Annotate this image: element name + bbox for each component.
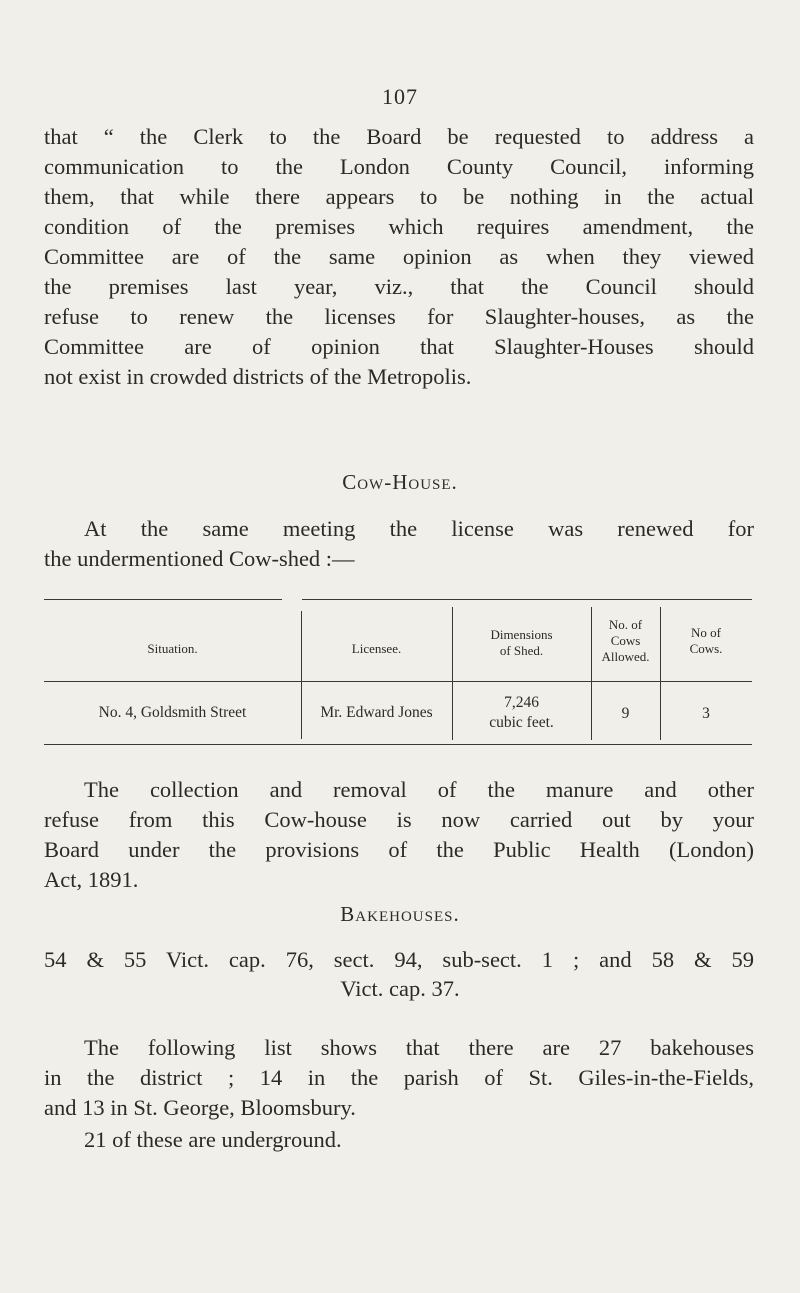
header-line: Dimensions [490, 627, 553, 642]
table-rule [44, 681, 752, 682]
text-line: that “ the Clerk to the Board be requested to address a [44, 124, 754, 149]
text-line: refuse from this Cow-house is now carried out by your [44, 807, 754, 832]
header-line: Cows [610, 633, 641, 648]
paragraph-bakehouse-list [44, 1033, 754, 1123]
text-line: communication to the London County Council, informing [44, 154, 754, 179]
text-line: condition of the premises which requires amendment, the [44, 214, 754, 239]
text-line: Committee are of the same opinion as when they viewed [44, 244, 754, 269]
table-rule [44, 599, 282, 600]
paragraph-manure-collection [44, 775, 754, 895]
column-header-no-of-cows [660, 625, 752, 657]
text-line: in the district ; 14 in the parish of St. Giles-in-the-Fields, [44, 1065, 754, 1090]
section-heading-bakehouses [0, 902, 800, 927]
text-line: them, that while there appears to be nothing in the actual [44, 184, 754, 209]
column-header-cows-allowed [591, 617, 660, 665]
heading-text: Cow-House. [342, 470, 458, 494]
text-line: the undermentioned Cow-shed :— [44, 546, 355, 571]
paragraph-board-resolution [44, 122, 754, 392]
header-line: Cows. [689, 641, 723, 656]
column-header-licensee: Licensee. [351, 641, 402, 656]
text-line: At the same meeting the license was renewed for [84, 516, 754, 541]
header-line: Allowed. [601, 649, 650, 664]
header-line: No of [691, 625, 721, 640]
text-line: not exist in crowded districts of the Metropolis. [44, 364, 472, 389]
heading-text: Bakehouses. [340, 902, 460, 926]
cell-cows-allowed: 9 [621, 705, 630, 722]
text-line: Committee are of opinion that Slaughter-Houses should [44, 334, 754, 359]
cell-line: cubic feet. [489, 714, 554, 731]
cow-shed-table [44, 595, 752, 747]
text-line: refuse to renew the licenses for Slaughter-houses, as the [44, 304, 754, 329]
page-number: 107 [382, 84, 418, 109]
table-rule [302, 599, 752, 600]
table-rule [44, 744, 752, 745]
text-line: The collection and removal of the manure and other [84, 777, 754, 802]
text-line: Act, 1891. [44, 867, 139, 892]
text-line: and 13 in St. George, Bloomsbury. [44, 1095, 356, 1120]
cell-licensee: Mr. Edward Jones [320, 704, 433, 721]
column-header-situation: Situation. [147, 641, 198, 656]
text-line: the premises last year, viz., that the Council should [44, 274, 754, 299]
cell-dimensions [452, 693, 591, 733]
statute-reference [44, 945, 754, 975]
statute-reference-continued: Vict. cap. 37. [340, 976, 460, 1001]
text-line: The following list shows that there are 27 bakehouses [84, 1035, 754, 1060]
section-heading-cow-house [0, 470, 800, 495]
cell-line: 7,246 [504, 694, 539, 711]
text-line: 54 & 55 Vict. cap. 76, sect. 94, sub-sect. 1 ; and 58 & 59 [44, 947, 754, 972]
paragraph-underground [84, 1125, 754, 1155]
text-line: Board under the provisions of the Public Health (London) [44, 837, 754, 862]
header-line: No. of [608, 617, 643, 632]
text-line: 21 of these are underground. [84, 1127, 342, 1152]
paragraph-license-renewal [44, 514, 754, 574]
column-header-dimensions [452, 627, 591, 659]
header-line: of Shed. [499, 643, 544, 658]
cell-situation: No. 4, Goldsmith Street [98, 704, 247, 721]
cell-no-of-cows: 3 [702, 705, 710, 722]
